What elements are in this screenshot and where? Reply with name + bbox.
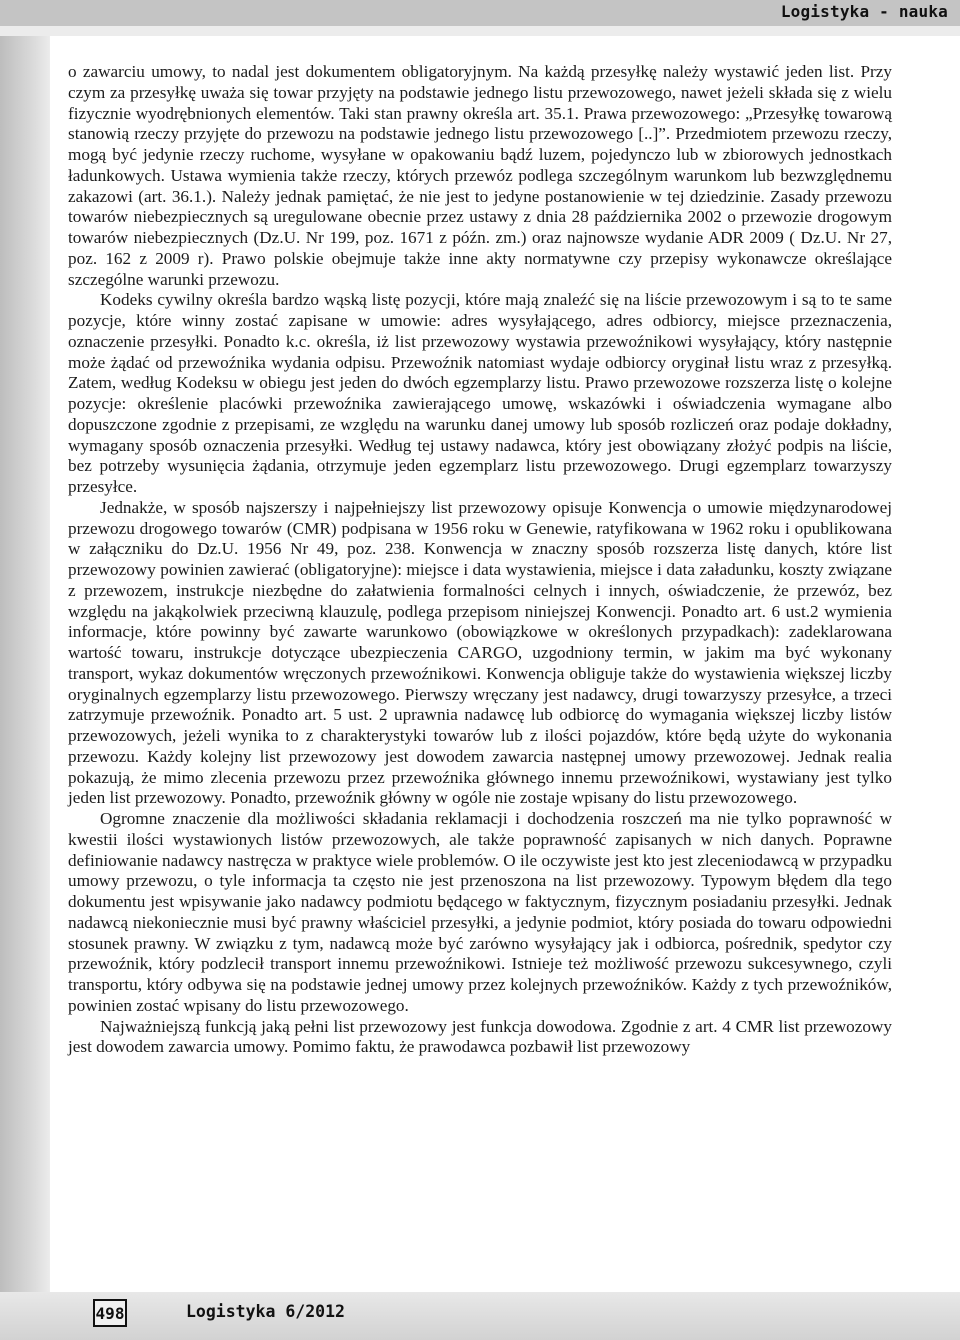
article-body <box>68 62 892 1058</box>
left-margin-strip <box>0 36 50 1340</box>
section-title: Logistyka - nauka <box>780 2 948 21</box>
paragraph: o zawarciu umowy, to nadal jest dokumentem obligatoryjnym. Na każdą przesyłkę należy wystawić jeden list. Przy czym za przesyłkę uważa się towar przyjęty na podstawie jednego listu przewozowego, nawet jeżeli składa się z wielu fizycznie wyodrębnionych elementów. Taki stan prawny określa art. 35.1. Prawa przewozowego: „Przesyłkę towarową stanowią rzeczy przyjęte do przewozu na podstawie jednego listu przewozowego [..]”. Przedmiotem przewozu rzeczy, mogą być jedynie rzeczy ruchome, wysyłane w opakowaniu bądź luzem, pojedynczo lub w zbiorowych jednostkach ładunkowych. Ustawa wymienia także rzeczy, których przewóz podlega szczególnym warunkom lub bezwzględnemu zakazowi (art. 36.1.). Należy jednak pamiętać, że nie jest to jedyne postanowienie w tej dziedzinie. Zasady przewozu towarów niebezpiecznych są uregulowane obecnie przez ustawy z dnia 28 października 2002 o przewozie drogowym towarów niebezpiecznych (Dz.U. Nr 199, poz. 1671 z późn. zm.) oraz najnowsze wydanie ADR 2009 ( Dz.U. Nr 27, poz. 162 z 2009 r). Prawo polskie obejmuje także inne akty normatywne czy przepisy wykonawcze określające szczególne warunki przewozu. <box>68 62 892 289</box>
paragraph: Najważniejszą funkcją jaką pełni list przewozowy jest funkcja dowodowa. Zgodnie z art. 4 CMR list przewozowy jest dowodem zawarcia umowy. Pomimo faktu, że prawodawca pozbawił list przewozowy <box>68 1016 892 1057</box>
header-shade <box>0 26 960 36</box>
paragraph: Ogromne znaczenie dla możliwości składania reklamacji i dochodzenia roszczeń ma nie tylko poprawność w kwestii ilości wystawionych listów przewozowych, ale także poprawność zapisanych w nich danych. Poprawne definiowanie nadawcy nastręcza w praktyce wiele problemów. O ile oczywiste jest kto jest zleceniodawcą w przypadku umowy przewozu, o tyle informacja ta często nie jest przenoszona na list przewozowy. Typowym błędem dla tego dokumentu jest wpisywanie jako nadawcy podmiotu będącego w faktycznym, fizycznym posiadaniu przesyłki. Jednak nadawcą niekoniecznie musi być prawny właściciel przesyłki, a jedynie podmiot, który posiada do towaru odpowiedni stosunek prawny. W związku z tym, nadawcą może być zarówno wysyłający jak i odbiorca, pośrednik, spedytor czy przewoźnik, który podzlecił transport innemu przewoźnikowi. Istnieje też możliwość przewozu sukcesywnego, czyli transportu, który odbywa się na podstawie jednej umowy przez kolejnych przewoźników. Każdy z tych przewoźników, powinien zostać wpisany do listu przewozowego. <box>68 809 892 1015</box>
footer-shade <box>0 1292 960 1340</box>
page-number: 498 <box>93 1299 127 1327</box>
paragraph: Kodeks cywilny określa bardzo wąską listę pozycji, które mają znaleźć się na liście przewozowym i są to te same pozycje, które winny zostać zapisane w umowie: adres wysyłającego, adres odbiorcy, miejsce przeznaczenia, oznaczenie przesyłki. Ponadto k.c. określa, iż list przewozowy wystawia przewoźnikowi wysyłający, który następnie może żądać od przewoźnika wydania odpisu. Przewoźnik natomiast wydaje odbiorcy oryginał listu wraz z przesyłką. Zatem, według Kodeksu w obiegu jest jeden do dwóch egzemplarzy listu. Prawo przewozowe rozszerza listę o kolejne pozycje: określenie placówki przewoźnika zawierającego umowę, wskazówki i oświadczenia wymagane albo dopuszczone zgodnie z przepisami, ze względu na warunku danej umowy lub sposób rozliczeń oraz podaje dokładny, wymagany sposób oznaczenia przesyłki. Według tej ustawy nadawca, który jest obowiązany złożyć podpis na liście, bez potrzeby wysunięcia żądania, otrzymuje jeden egzemplarz listu przewozowego. Drugi egzemplarz towarzyszy przesyłce. <box>68 290 892 496</box>
journal-issue: Logistyka 6/2012 <box>186 1302 345 1321</box>
paragraph: Jednakże, w sposób najszerszy i najpełniejszy list przewozowy opisuje Konwencja o umowie międzynarodowej przewozu drogowego towarów (CMR) podpisana w 1956 roku w Genewie, ratyfikowana w 1962 roku i opublikowana w załączniku do Dz.U. 1956 Nr 49, poz. 238. Konwencja w znaczny sposób rozszerza listę danych, które list przewozowy powinien zawierać (obligatoryjne): miejsce i data wystawienia, miejsce i data załadunku, koszty związane z przewozem, instrukcje niezbędne do załatwienia formalności celnych i innych, oświadczenie, że przewóz, bez względu na jakąkolwiek przeciwną klauzulę, podlega przepisom niniejszej Konwencji. Ponadto art. 6 ust.2 wymienia informacje, które powinny być zawarte warunkowo (obowiązkowe w określonych przypadkach): zadeklarowana wartość towaru, instrukcje dotyczące ubezpieczenia CARGO, uzgodniony termin, w jakim ma być wykonany transport, wykaz dokumentów wręczonych przewoźnikowi. Konwencja obliguje także do wystawienia większej liczby oryginalnych egzemplarzy listu przewozowego. Pierwszy wręczany jest nadawcy, drugi towarzyszy przesyłce, a trzeci zatrzymuje przewoźnik. Ponadto art. 5 ust. 2 uprawnia nadawcę lub odbiorcę do wymagania większej liczby listów przewozowych, jeżeli wynika to z charakterystyki towarów lub z ilości pojazdów, które będą użyte do wykonania przewozu. Każdy kolejny list przewozowy jest dowodem zawarcia następnej umowy przewozowej. Jednak realia pokazują, że mimo zlecenia przewozu przez przewoźnika głównego innemu przewoźnikowi, wystawiany jest tylko jeden list przewozowy. Ponadto, przewoźnik główny w ogóle nie zostaje wpisany do listu przewozowego. <box>68 497 892 808</box>
header-bar <box>0 0 960 26</box>
